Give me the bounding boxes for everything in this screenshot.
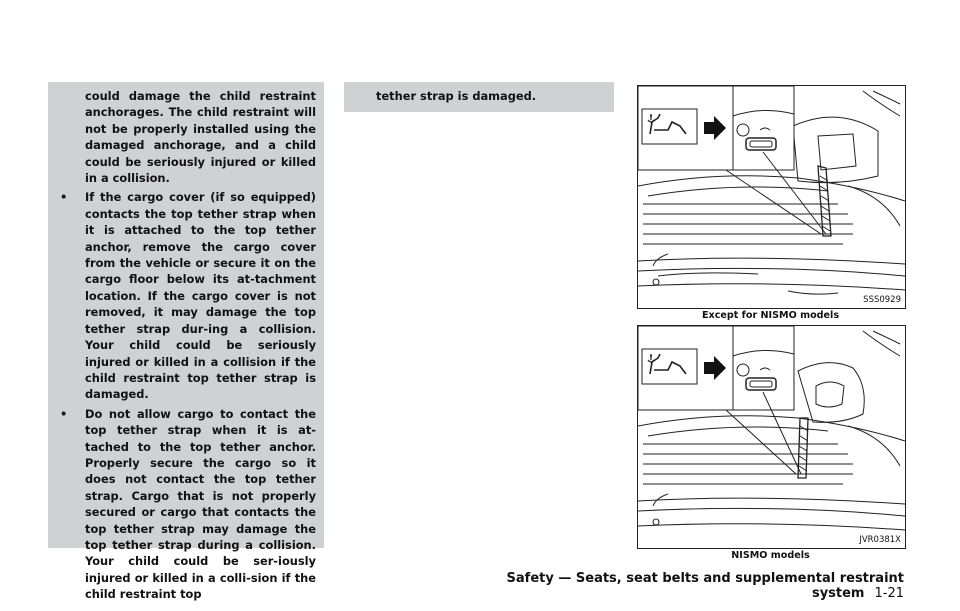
warning-continued-text: could damage the child restraint anchorages. The child restraint will not be properly installed using the damaged anchorage, and a child could be seriously injured or killed in a collision. — [85, 89, 316, 186]
figure-caption: NISMO models — [731, 550, 810, 561]
bullet-marker: • — [60, 406, 68, 421]
bullet-marker: • — [60, 190, 68, 205]
page-footer — [470, 571, 904, 601]
bullet-text: Do not allow cargo to contact the top tether strap when it is at-tached to the top tether anchor. Properly secure the cargo so it does not contact the top tether strap. Cargo that is not properly secured or cargo that contacts the top tether strap may damage the top tether strap during a collision. Your child could be ser-iously injured or killed in a colli-sion if the child restraint top — [85, 406, 316, 602]
warning-continued-text-end: tether strap is damaged. — [376, 89, 537, 103]
page-number: 1-21 — [874, 586, 904, 601]
figure-tether-anchor-standard — [637, 85, 906, 309]
left-column — [58, 88, 316, 606]
figure-tether-anchor-nismo — [637, 325, 906, 549]
footer-section-title: Safety — Seats, seat belts and supplemental restraint system — [506, 571, 904, 601]
bullet-text: If the cargo cover (if so equipped) contacts the top tether strap when it is attached to the top tether anchor, remove the cargo cover from the vehicle or secure it on the cargo floor below its at-tachment location. If the cargo cover is not removed, it may damage the top tether strap dur-ing a collision. Your child could be seriously injured or killed in a collision if the child restraint top tether strap is damaged. — [85, 190, 316, 402]
warning-bullet-cargo-contact — [58, 406, 316, 603]
figure-code: JVR0381X — [859, 535, 901, 545]
illustration-cargo-area-nismo — [638, 326, 905, 548]
figure-code: SSS0929 — [863, 295, 901, 305]
figure-caption: Except for NISMO models — [701, 310, 840, 321]
illustration-cargo-area — [638, 86, 905, 308]
warning-bullet-cargo-cover — [58, 189, 316, 402]
middle-column — [376, 88, 606, 107]
